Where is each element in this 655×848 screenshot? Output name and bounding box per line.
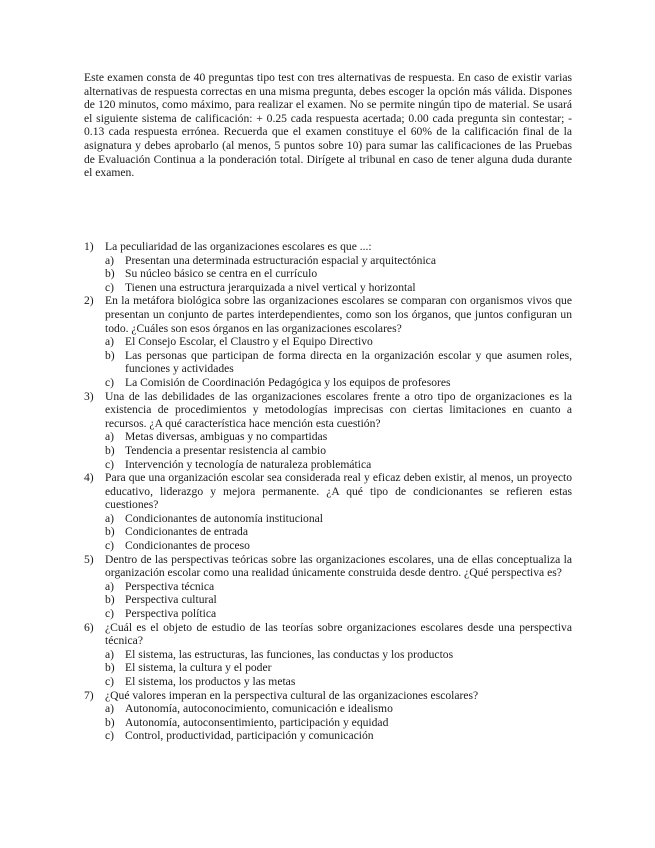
question-text: Para que una organización escolar sea considerada real y eficaz deben existir, al menos, un proyecto educativo, liderazgo y mejora permanente. ¿A qué tipo de condicionantes se refieren estas cuestiones? — [105, 471, 572, 512]
question-text: Una de las debilidades de las organizaciones escolares frente a otro tipo de organizaciones es la existencia de procedimientos y metodologías imprecisas con ciertas limitaciones en cuanto a recursos. ¿A qué característica hace mención esta cuestión? — [105, 389, 572, 430]
option-label: c) — [105, 457, 115, 471]
option-label: b) — [105, 525, 115, 539]
option-label: c) — [105, 607, 115, 621]
question-item — [84, 553, 572, 621]
option-text: El sistema, las estructuras, las funciones, las conductas y los productos — [125, 647, 454, 661]
option-text: Autonomía, autoconocimiento, comunicación e idealismo — [125, 702, 393, 716]
answer-option — [105, 444, 572, 458]
option-label: c) — [105, 729, 115, 743]
question-item — [84, 294, 572, 389]
question-number: 1) — [84, 240, 94, 253]
answer-option — [105, 702, 572, 716]
answer-option — [105, 607, 572, 621]
option-label: a) — [105, 579, 115, 593]
option-text: Metas diversas, ambiguas y no compartidas — [125, 430, 328, 444]
question-list — [84, 240, 572, 743]
answer-option — [105, 349, 572, 376]
answer-options — [105, 430, 572, 471]
option-text: Intervención y tecnología de naturaleza problemática — [125, 457, 372, 471]
answer-option — [105, 580, 572, 594]
option-label: c) — [105, 375, 115, 389]
answer-option — [105, 648, 572, 662]
question-number: 3) — [84, 389, 94, 403]
answer-option — [105, 716, 572, 730]
answer-options — [105, 335, 572, 389]
option-text: La Comisión de Coordinación Pedagógica y los equipos de profesores — [125, 375, 451, 389]
option-label: c) — [105, 675, 115, 688]
option-text: Control, productividad, participación y comunicación — [125, 729, 374, 743]
option-label: a) — [105, 430, 115, 444]
answer-options — [105, 648, 572, 689]
option-text: El sistema, la cultura y el poder — [125, 661, 272, 675]
answer-option — [105, 525, 572, 539]
answer-option — [105, 539, 572, 553]
question-number: 6) — [84, 620, 94, 634]
option-text: El sistema, los productos y las metas — [125, 675, 296, 688]
question-item — [84, 240, 572, 294]
question-text: ¿Cuál es el objeto de estudio de las teorías sobre organizaciones escolares desde una perspectiva técnica? — [105, 620, 572, 648]
option-text: Condicionantes de proceso — [125, 539, 250, 553]
question-number: 4) — [84, 471, 94, 485]
option-label: b) — [105, 661, 115, 675]
answer-option — [105, 675, 572, 689]
question-text: La peculiaridad de las organizaciones escolares es que ...: — [105, 240, 372, 253]
option-label: a) — [105, 253, 115, 267]
option-label: a) — [105, 511, 115, 525]
answer-option — [105, 458, 572, 472]
option-text: Presentan una determinada estructuración espacial y arquitectónica — [125, 253, 436, 267]
option-text: El Consejo Escolar, el Claustro y el Equipo Directivo — [125, 335, 373, 349]
option-text: Condicionantes de entrada — [125, 525, 248, 539]
answer-option — [105, 593, 572, 607]
question-item — [84, 689, 572, 743]
option-text: Las personas que participan de forma directa en la organización escolar y que asumen roles, funciones y actividades — [125, 348, 572, 376]
answer-options — [105, 512, 572, 553]
question-number: 5) — [84, 552, 94, 566]
answer-option — [105, 661, 572, 675]
answer-options — [105, 580, 572, 621]
exam-instructions: Este examen consta de 40 preguntas tipo test con tres alternativas de respuesta. En caso de existir varias alternativas de respuesta correctas en una misma pregunta, debes escoger la opción más válida. Dispones de 120 minutos, como máximo, para realizar el examen. No se permite ningún tipo de material. Se usará el siguiente sistema de calificación: + 0.25 cada respuesta acertada; 0.00 cada pregunta sin contestar; - 0.13 cada respuesta errónea. Recuerda que el examen constituye el 60% de la calificación final de la asignatura y debes aprobarlo (al menos, 5 puntos sobre 10) para sumar las calificaciones de las Pruebas de Evaluación Continua a la ponderación total. Dirígete al tribunal en caso de tener alguna duda durante el examen. — [84, 71, 572, 180]
option-text: Su núcleo básico se centra en el currículo — [125, 267, 318, 281]
question-number: 7) — [84, 688, 94, 702]
option-label: c) — [105, 539, 115, 553]
option-label: a) — [105, 335, 115, 349]
option-label: b) — [105, 267, 115, 281]
question-item — [84, 471, 572, 553]
answer-options — [105, 254, 572, 295]
answer-option — [105, 281, 572, 295]
option-label: b) — [105, 593, 115, 607]
option-text: Perspectiva técnica — [125, 579, 215, 593]
answer-options — [105, 702, 572, 743]
option-label: c) — [105, 280, 115, 294]
answer-option — [105, 376, 572, 390]
option-label: b) — [105, 443, 115, 457]
answer-option — [105, 267, 572, 281]
option-text: Tendencia a presentar resistencia al cambio — [125, 443, 327, 457]
option-label: a) — [105, 647, 115, 661]
answer-option — [105, 729, 572, 743]
option-label: b) — [105, 715, 115, 729]
question-item — [84, 390, 572, 472]
answer-option — [105, 512, 572, 526]
question-text: ¿Qué valores imperan en la perspectiva cultural de las organizaciones escolares? — [105, 688, 479, 702]
option-label: b) — [105, 348, 115, 362]
option-label: a) — [105, 702, 115, 716]
question-item — [84, 621, 572, 689]
question-number: 2) — [84, 294, 94, 308]
answer-option — [105, 335, 572, 349]
option-text: Perspectiva cultural — [125, 593, 217, 607]
option-text: Condicionantes de autonomía institucional — [125, 511, 324, 525]
option-text: Perspectiva política — [125, 607, 217, 621]
option-text: Autonomía, autoconsentimiento, participación y equidad — [125, 715, 389, 729]
question-text: En la metáfora biológica sobre las organizaciones escolares se comparan con organismos vivos que presentan un conjunto de partes interdependientes, como son los órganos, que juntos configuran un todo. ¿Cuáles son esos órganos en las organizaciones escolares? — [105, 294, 572, 335]
question-text: Dentro de las perspectivas teóricas sobre las organizaciones escolares, una de ellas conceptualiza la organización escolar como una realidad únicamente construida desde dentro. ¿Qué perspectiva es? — [105, 552, 572, 580]
answer-option — [105, 254, 572, 268]
answer-option — [105, 430, 572, 444]
option-text: Tienen una estructura jerarquizada a nivel vertical y horizontal — [125, 280, 416, 294]
